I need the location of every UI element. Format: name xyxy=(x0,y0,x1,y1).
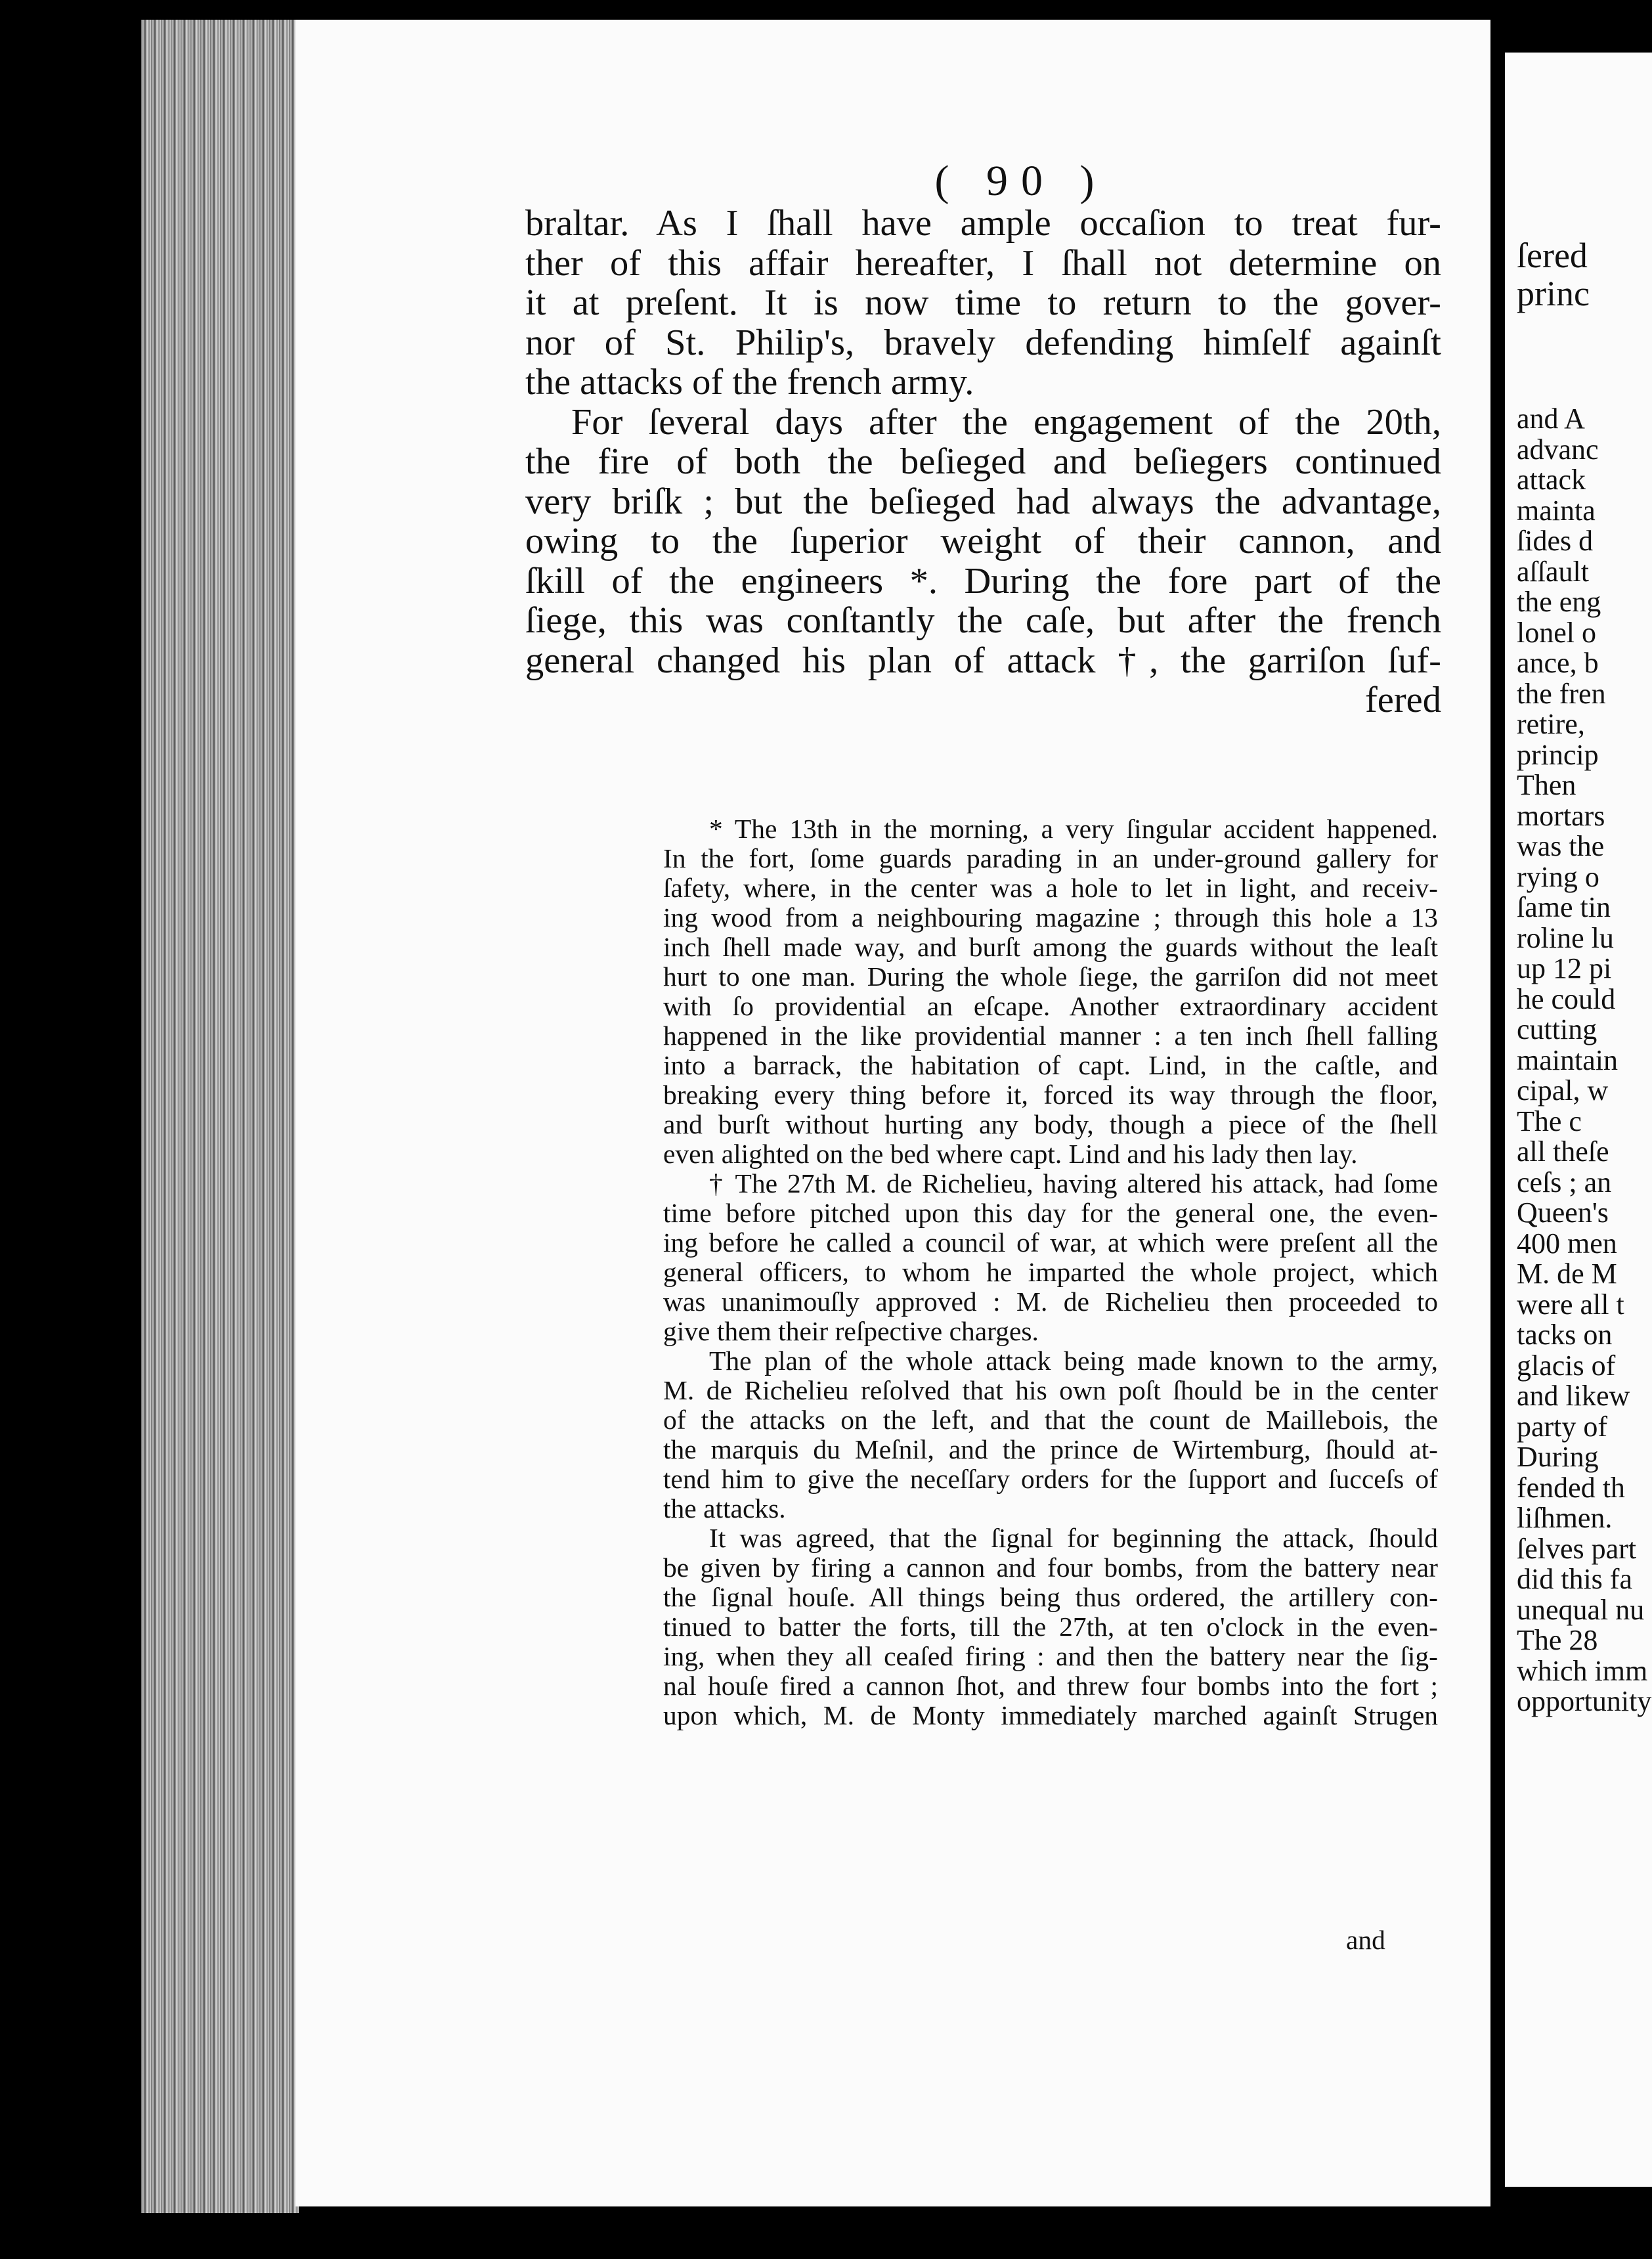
facing-line: ſides d xyxy=(1517,525,1594,557)
footnote-line: into a barrack, the habitation of capt. Lind, in the caſtle, and xyxy=(663,1050,1438,1080)
page-number: ( 90 ) xyxy=(934,157,1108,205)
footnote-line: with ſo providential an eſcape. Another extraordinary accident xyxy=(663,991,1438,1021)
main-line: general changed his plan of attack †, the garriſon ſuf- xyxy=(525,640,1441,681)
facing-line: were all t xyxy=(1517,1288,1624,1321)
facing-line: The c xyxy=(1517,1105,1582,1137)
footnote-line: It was agreed, that the ſignal for beginning the attack, ſhould xyxy=(709,1523,1438,1553)
footnotes xyxy=(663,814,1438,1730)
facing-line: advanc xyxy=(1517,433,1599,466)
footnote-line: give them their reſpective charges. xyxy=(663,1316,1039,1346)
facing-line: retire, xyxy=(1517,708,1585,740)
footnote-line: of the attacks on the left, and that the count de Maillebois, the xyxy=(663,1405,1438,1435)
right-page-partial xyxy=(1505,53,1652,2187)
facing-line: attack xyxy=(1517,464,1586,496)
facing-line: he could xyxy=(1517,982,1616,1015)
footnote-line: inch ſhell made way, and burſt among the guards without the leaſt xyxy=(663,932,1438,962)
facing-line: mortars xyxy=(1517,799,1605,832)
footnote-line: In the fort, ſome guards parading in an under-ground gallery for xyxy=(663,843,1438,873)
footnote-line: hurt to one man. During the whole ſiege, the garriſon did not meet xyxy=(663,961,1438,992)
facing-line: all theſe xyxy=(1517,1135,1609,1168)
facing-page-top-lines xyxy=(1517,236,1652,313)
facing-line: princip xyxy=(1517,738,1599,771)
main-line: ther of this affair hereafter, I ſhall not determine on xyxy=(525,242,1441,284)
facing-line: ance, b xyxy=(1517,647,1599,679)
page-gutter xyxy=(1490,39,1505,2213)
footnote-line: The plan of the whole attack being made known to the army, xyxy=(709,1346,1438,1376)
footnote-line: the attacks. xyxy=(663,1493,786,1524)
facing-line: the eng xyxy=(1517,586,1601,618)
facing-line: cutting xyxy=(1517,1013,1598,1045)
facing-line: fended th xyxy=(1517,1471,1625,1504)
facing-line: ceſs ; an xyxy=(1517,1166,1612,1198)
facing-page-lines xyxy=(1517,404,1652,1717)
footnote-line: † The 27th M. de Richelieu, having altered his attack, had ſome xyxy=(709,1168,1438,1198)
facing-line: rying o xyxy=(1517,860,1599,893)
facing-line: and likew xyxy=(1517,1380,1630,1412)
facing-line: mainta xyxy=(1517,494,1596,527)
facing-line: The 28 xyxy=(1517,1624,1598,1656)
facing-line: 400 men xyxy=(1517,1227,1617,1260)
main-line: very briſk ; but the beſieged had always the advantage, xyxy=(525,481,1441,522)
facing-line: the fren xyxy=(1517,677,1606,710)
main-line: the attacks of the french army. xyxy=(525,362,974,403)
footnote-line: nal houſe fired a cannon ſhot, and threw four bombs into the fort ; xyxy=(663,1671,1438,1701)
main-line: braltar. As I ſhall have ample occaſion to treat fur- xyxy=(525,203,1441,244)
main-catchword: fered xyxy=(1364,680,1441,720)
facing-line: liſhmen. xyxy=(1517,1502,1613,1534)
facing-line: tacks on xyxy=(1517,1319,1613,1351)
facing-line: During xyxy=(1517,1441,1599,1473)
facing-line: opportunity xyxy=(1517,1685,1652,1717)
footnote-line: tinued to batter the forts, till the 27th, at ten o'clock in the even- xyxy=(663,1612,1438,1642)
facing-line: M. de M xyxy=(1517,1258,1617,1290)
facing-line: which imm xyxy=(1517,1654,1648,1687)
footnote-line: was unanimouſly approved : M. de Richelieu then proceeded to xyxy=(663,1286,1438,1317)
facing-line: aſſault xyxy=(1517,555,1589,588)
footnote-line: the ſignal houſe. All things being thus ordered, the artillery con- xyxy=(663,1582,1438,1612)
facing-line: and A xyxy=(1517,403,1585,435)
facing-line: lonel o xyxy=(1517,616,1596,649)
footnote-line: general officers, to whom he imparted the whole project, which xyxy=(663,1257,1438,1287)
main-text xyxy=(525,204,1441,720)
main-line: the fire of both the beſieged and beſiegers continued xyxy=(525,441,1441,482)
footnote-line: even alighted on the bed where capt. Lind and his lady then lay. xyxy=(663,1139,1358,1169)
main-line: nor of St. Philip's, bravely defending himſelf againſt xyxy=(525,322,1441,363)
footnote-line: M. de Richelieu reſolved that his own poſt ſhould be in the center xyxy=(663,1375,1438,1405)
facing-line: princ xyxy=(1517,274,1590,313)
facing-line: did this fa xyxy=(1517,1563,1632,1595)
footnote-line: tend him to give the neceſſary orders for the ſupport and ſucceſs of xyxy=(663,1464,1438,1494)
facing-line: maintain xyxy=(1517,1043,1618,1076)
footnote-line: * The 13th in the morning, a very ſingular accident happened. xyxy=(709,814,1438,844)
footnote-line: happened in the like providential manner : a ten inch ſhell falling xyxy=(663,1020,1438,1051)
facing-line: Queen's xyxy=(1517,1196,1609,1229)
main-line: For ſeveral days after the engagement of the 20th, xyxy=(571,401,1441,443)
footnote-line: ing before he called a council of war, at which were preſent all the xyxy=(663,1227,1438,1258)
main-line: it at preſent. It is now time to return to the gover- xyxy=(525,282,1441,323)
facing-line: ſelves part xyxy=(1517,1532,1637,1565)
facing-line: was the xyxy=(1517,830,1605,862)
facing-line: up 12 pi xyxy=(1517,952,1612,984)
facing-line: cipal, w xyxy=(1517,1074,1609,1107)
book-fore-edges xyxy=(141,20,299,2213)
facing-line: party of xyxy=(1517,1410,1608,1443)
footnote-line: ſafety, where, in the center was a hole to let in light, and receiv- xyxy=(663,873,1438,903)
facing-line: ſered xyxy=(1517,236,1588,275)
footnote-line: time before pitched upon this day for the general one, the even- xyxy=(663,1198,1438,1228)
footnote-line: ing, when they all ceaſed firing : and then the battery near the ſig- xyxy=(663,1641,1438,1671)
main-line: owing to the ſuperior weight of their cannon, and xyxy=(525,521,1441,561)
footnote-line: and burſt without hurting any body, though a piece of the ſhell xyxy=(663,1109,1438,1139)
facing-line: Then xyxy=(1517,769,1576,801)
footnote-line: upon which, M. de Monty immediately marched againſt Strugen xyxy=(663,1700,1438,1730)
main-line: ſkill of the engineers *. During the fore part of the xyxy=(525,560,1441,602)
facing-line: glacis of xyxy=(1517,1349,1616,1382)
footnote-line: breaking every thing before it, forced its way through the floor, xyxy=(663,1080,1438,1110)
facing-line: roline lu xyxy=(1517,921,1614,954)
facing-line: unequal nu xyxy=(1517,1593,1645,1626)
footnote-line: be given by firing a cannon and four bombs, from the battery near xyxy=(663,1552,1438,1583)
main-line: ſiege, this was conſtantly the caſe, but after the french xyxy=(525,600,1441,641)
page-catchword: and xyxy=(1346,1925,1385,1955)
footnote-line: ing wood from a neighbouring magazine ; through this hole a 13 xyxy=(663,902,1438,932)
facing-line: ſame tin xyxy=(1517,891,1611,923)
footnote-line: the marquis du Meſnil, and the prince de Wirtemburg, ſhould at- xyxy=(663,1434,1438,1464)
